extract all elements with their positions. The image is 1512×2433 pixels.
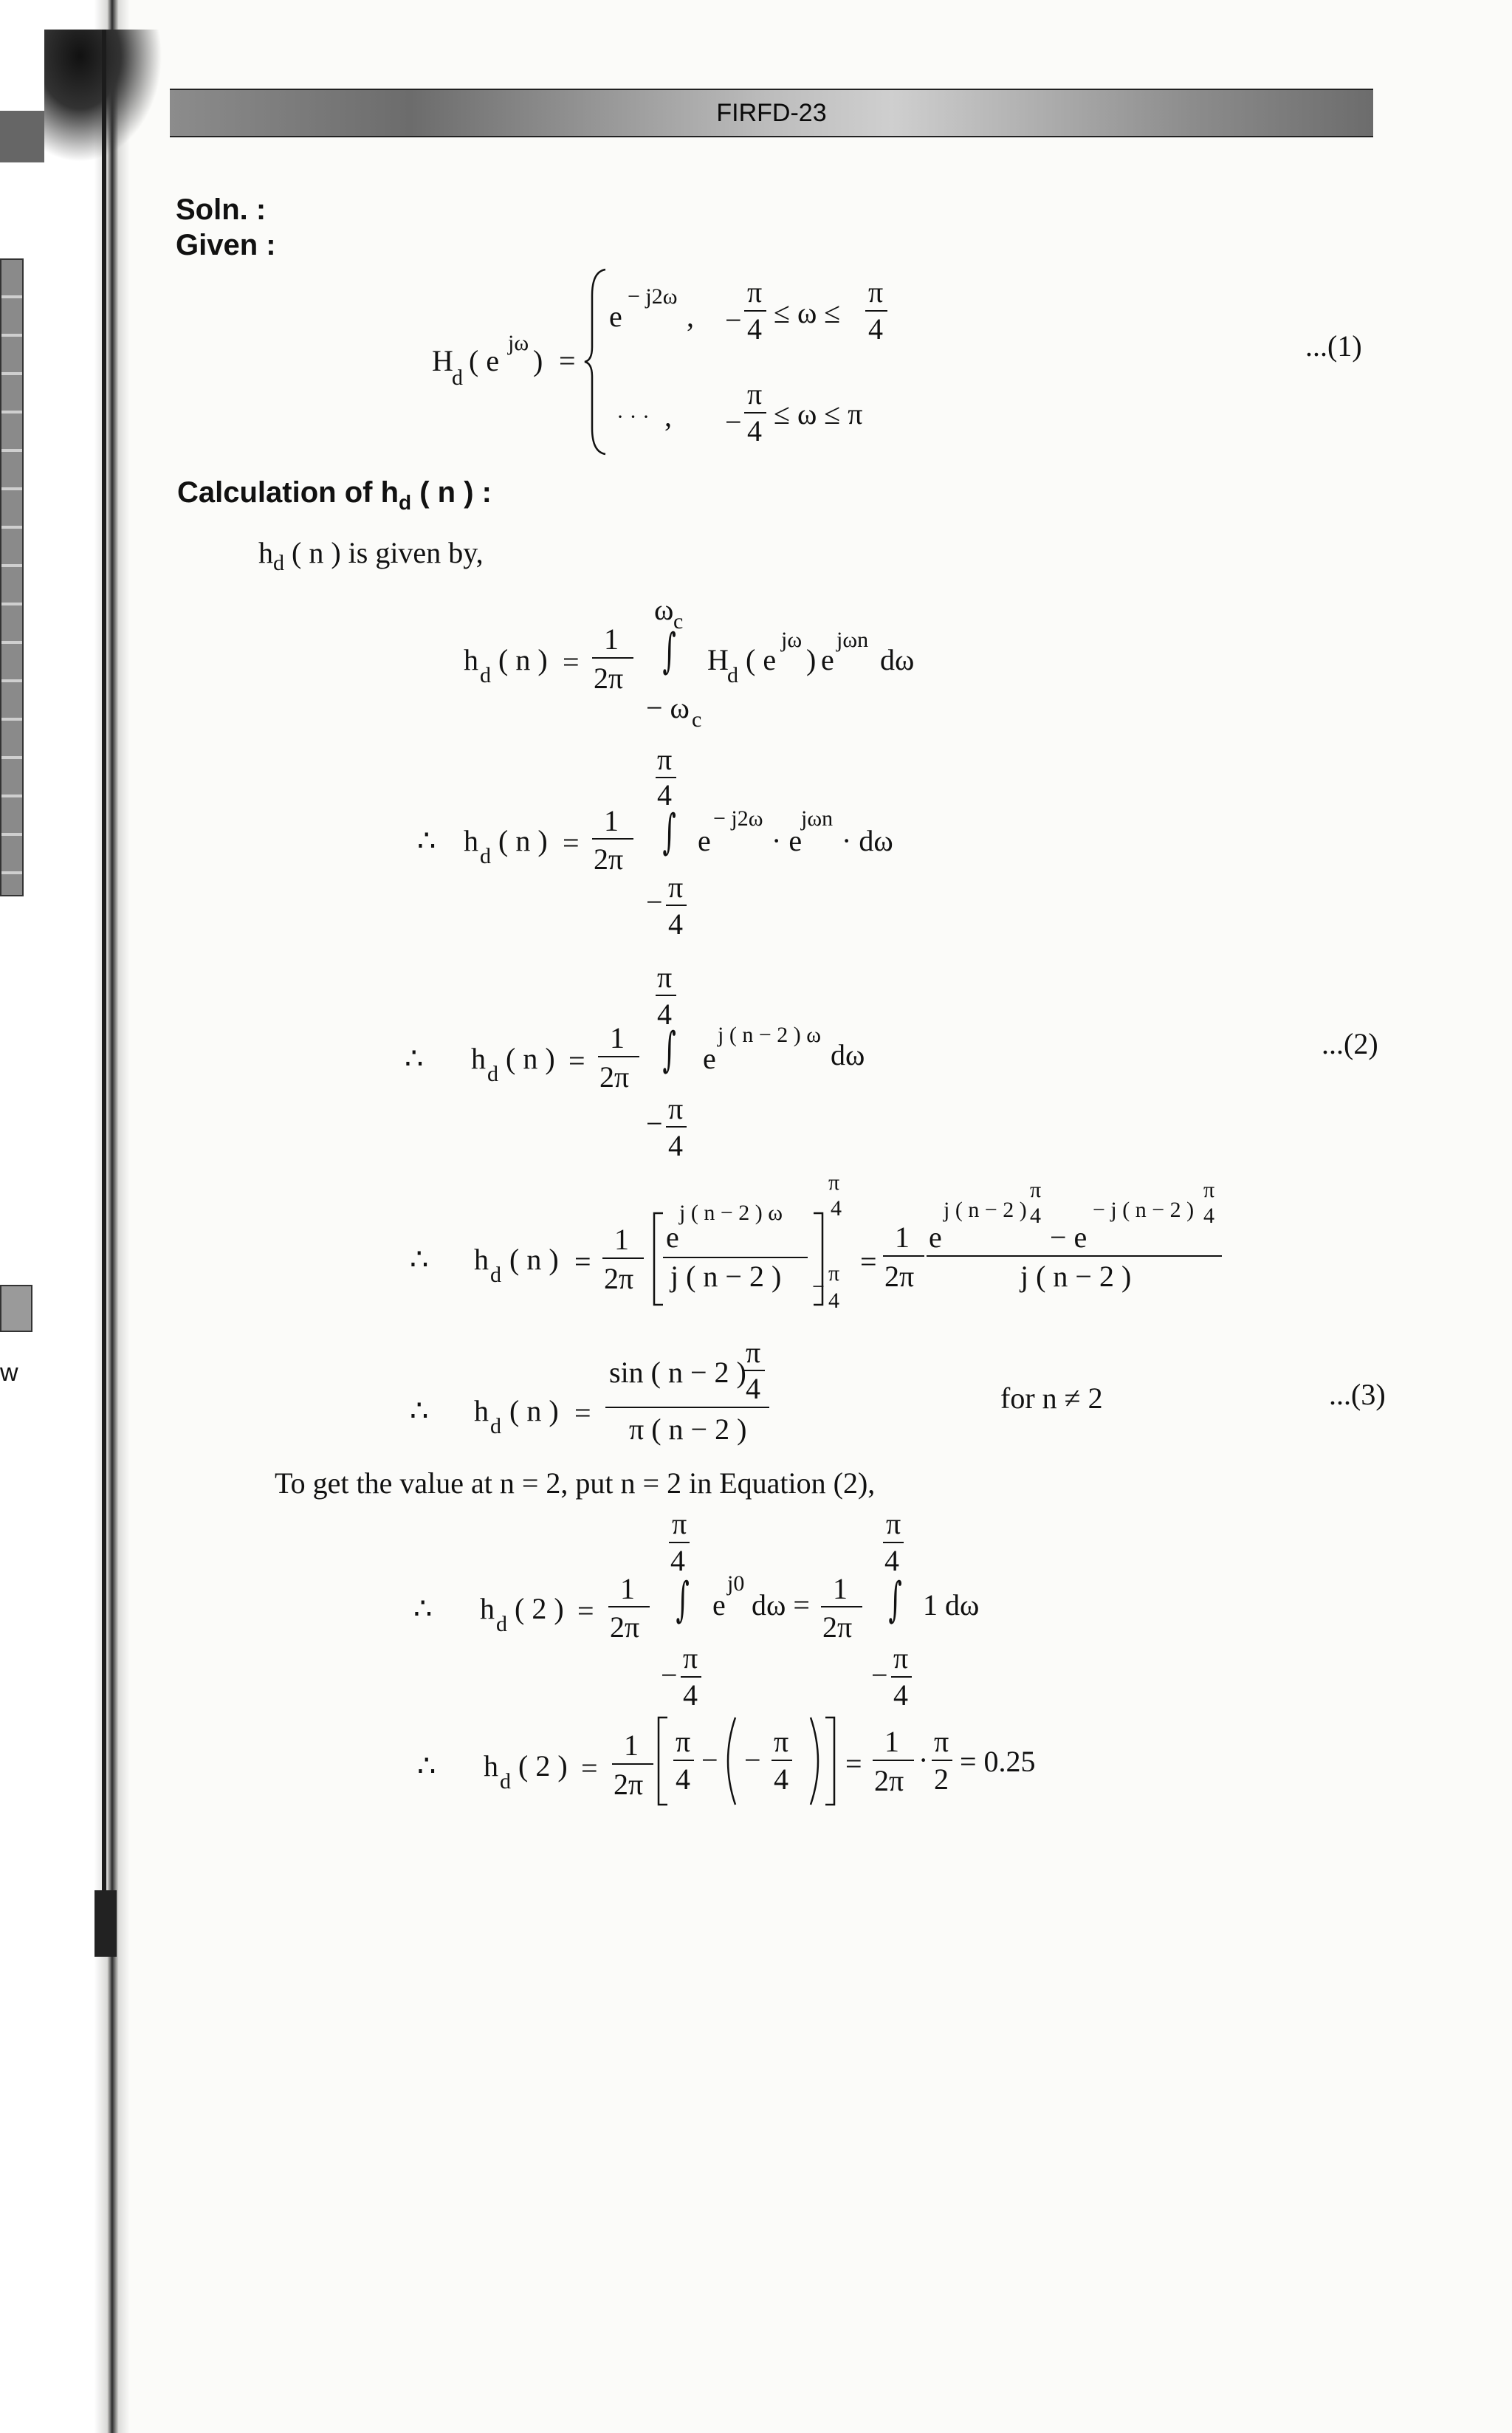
- eqD-upper-pi: π: [828, 1170, 840, 1195]
- eqA-upper-omega: ω: [654, 593, 674, 626]
- eqE-therefore: ∴: [410, 1394, 429, 1427]
- eqD-lower-minus: −: [812, 1274, 825, 1299]
- eqF-equals: =: [577, 1594, 594, 1627]
- equation-number-2: ...(2): [1322, 1027, 1378, 1060]
- eqC-upper-bar: [656, 995, 676, 996]
- section-heading-sub: d: [399, 491, 412, 514]
- eqG-therefore: ∴: [417, 1749, 436, 1782]
- eqD-inner-bar: [663, 1257, 808, 1258]
- eqF-lower-pi2: π: [893, 1641, 909, 1675]
- eqD-den: j ( n − 2 ): [670, 1260, 782, 1293]
- page-binding-shadow: [0, 0, 162, 2433]
- page-header-bar: [170, 89, 1373, 137]
- given-arg-close: ): [533, 344, 543, 377]
- eqB-lower-four: 4: [668, 907, 683, 941]
- eqC-therefore: ∴: [405, 1042, 424, 1075]
- eqB-exp1: − j2ω: [713, 806, 763, 831]
- case2-four-den: 4: [747, 414, 762, 447]
- eqC-one: 1: [610, 1021, 625, 1054]
- case2-pi-num: π: [747, 377, 763, 411]
- eqD-one: 1: [614, 1223, 629, 1256]
- binding-line: [102, 30, 106, 1949]
- eqD-e1: e: [929, 1221, 942, 1254]
- eqF-two-pi: 2π: [610, 1610, 640, 1644]
- case1-four-den2: 4: [868, 312, 883, 346]
- eqG-bar3: [932, 1760, 952, 1761]
- eqC-n: ( n ): [506, 1042, 555, 1075]
- eqA-two-pi: 2π: [594, 662, 624, 695]
- eqG-pi3: π: [934, 1725, 949, 1758]
- eqG-bar2: [772, 1760, 792, 1761]
- case1-pi-num: π: [747, 275, 763, 309]
- eqC-lower-pi: π: [668, 1092, 684, 1125]
- eqD-lower-four: 4: [828, 1288, 839, 1313]
- given-equals: =: [559, 344, 576, 377]
- eqF-upper-pi2: π: [886, 1507, 901, 1540]
- eqD-therefore: ∴: [410, 1243, 429, 1276]
- eqD-minus-e: − e: [1050, 1221, 1087, 1254]
- intro-h-sub: d: [273, 551, 284, 575]
- eqB-frac-bar: [592, 838, 633, 840]
- eqG-result: = 0.25: [960, 1745, 1036, 1778]
- given-arg-exp: jω: [508, 331, 529, 355]
- case1-e: e: [609, 300, 622, 333]
- eqD-h: h: [474, 1243, 489, 1276]
- eqF-integral2: ∫: [888, 1573, 902, 1627]
- eqC-equals: =: [568, 1044, 585, 1077]
- eqG-one2: 1: [884, 1725, 899, 1758]
- eqC-upper-four: 4: [657, 998, 672, 1031]
- eqD-num-exp: j ( n − 2 ) ω: [679, 1201, 783, 1225]
- eqC-h-sub: d: [487, 1062, 498, 1086]
- eqE-condition: for n ≠ 2: [1000, 1382, 1103, 1415]
- eqD-frac-bar2: [883, 1255, 924, 1257]
- eqG-arg: ( 2 ): [518, 1749, 568, 1782]
- eqD-exp2-four: 4: [1203, 1204, 1214, 1228]
- eqB-lower-bar: [666, 905, 687, 906]
- eqG-minus2: −: [744, 1743, 761, 1777]
- eqC-lower-four: 4: [668, 1129, 683, 1162]
- eqC-exp: j ( n − 2 ) ω: [718, 1023, 821, 1047]
- given-label: Given :: [176, 229, 276, 261]
- eqG-equals2: =: [845, 1747, 862, 1780]
- eqA-H: H: [707, 643, 729, 676]
- intro-text: ( n ) is given by,: [292, 536, 484, 569]
- eqD-h-sub: d: [490, 1263, 501, 1287]
- eqF-frac-bar2: [821, 1606, 862, 1607]
- eqE-n: ( n ): [509, 1394, 559, 1427]
- equation-number-1: ...(1): [1305, 329, 1362, 363]
- equation-number-3: ...(3): [1329, 1378, 1386, 1411]
- eqC-frac-bar: [598, 1056, 639, 1057]
- eqF-therefore: ∴: [413, 1592, 433, 1625]
- eqG-pi2: π: [774, 1725, 789, 1758]
- eqD-exp1: j ( n − 2 ): [944, 1198, 1027, 1222]
- eqA-n: ( n ): [498, 643, 548, 676]
- intro-h: h: [258, 536, 273, 569]
- eqA-lower-omega: − ω: [646, 691, 690, 724]
- eqF-upper-pi: π: [672, 1507, 687, 1540]
- eqG-dot: ·: [918, 1743, 929, 1777]
- eqA-arg-close: ): [806, 643, 817, 676]
- eqC-two-pi: 2π: [599, 1060, 630, 1094]
- eqG-minus1: −: [701, 1743, 718, 1777]
- previous-page-edge-table: [0, 258, 24, 896]
- case1-exp: − j2ω: [628, 284, 678, 309]
- section-heading-tail: ( n ) :: [419, 476, 492, 509]
- eqC-integral: ∫: [662, 1023, 676, 1077]
- eqG-four2: 4: [774, 1763, 788, 1796]
- eqA-one: 1: [604, 622, 619, 656]
- eqF-lower-pi: π: [683, 1641, 698, 1675]
- eqA-h-sub: d: [480, 663, 491, 687]
- eqE-sin-pi: π: [746, 1336, 761, 1369]
- eqF-upper-four2: 4: [884, 1544, 899, 1577]
- eqC-lower-bar: [666, 1126, 687, 1128]
- given-H-sub: d: [452, 366, 463, 390]
- instruction-text: To get the value at n = 2, put n = 2 in Equation (2),: [275, 1466, 876, 1500]
- eqE-equals: =: [574, 1396, 591, 1430]
- eqF-integral: ∫: [676, 1573, 690, 1627]
- previous-page-edge-box: [0, 1285, 32, 1332]
- solution-label: Soln. :: [176, 193, 267, 226]
- eqD-exp1-four: 4: [1030, 1204, 1041, 1228]
- eqE-sin-four: 4: [746, 1372, 760, 1405]
- eqB-upper-pi: π: [657, 743, 673, 776]
- eqF-frac-bar: [608, 1606, 650, 1607]
- given-H: H: [432, 344, 453, 377]
- eqB-therefore: ∴: [417, 824, 436, 857]
- case1-comma: ,: [687, 300, 694, 333]
- eqF-e: e: [712, 1588, 726, 1622]
- eqB-exp2: jωn: [801, 806, 834, 831]
- eqD-big-den: j ( n − 2 ): [1020, 1260, 1132, 1293]
- page-header-title: FIRFD-23: [716, 99, 827, 127]
- eqA-exp: jωn: [836, 628, 869, 652]
- previous-page-edge-tab: [0, 111, 44, 162]
- eqG-frac-bar2: [873, 1760, 914, 1761]
- previous-page-letter: w: [0, 1359, 18, 1387]
- eqF-lower-minus2: −: [871, 1658, 888, 1692]
- case2-condition: ≤ ω ≤ π: [774, 397, 863, 430]
- case2-minus: −: [725, 405, 742, 439]
- eqD-num-e: e: [666, 1221, 679, 1254]
- eqF-h: h: [480, 1592, 495, 1625]
- eqF-lower-minus: −: [661, 1658, 678, 1692]
- eqB-lower-minus: −: [646, 885, 663, 919]
- eqG-h-sub: d: [500, 1769, 511, 1794]
- eqB-dw: · dω: [842, 824, 893, 857]
- eqB-h-sub: d: [480, 844, 491, 868]
- eqG-two-pi: 2π: [614, 1768, 644, 1801]
- eqG-two: 2: [934, 1763, 949, 1796]
- eqA-arg-open: ( e: [746, 643, 777, 676]
- eqG-two-pi2: 2π: [874, 1764, 904, 1797]
- eqF-one-dw: 1 dω: [923, 1588, 980, 1622]
- eqD-frac-bar: [602, 1257, 644, 1259]
- eqE-sin: sin ( n − 2 ): [609, 1356, 746, 1389]
- eqA-h: h: [464, 643, 478, 676]
- cases-brace: [583, 266, 613, 458]
- eqD-equals2: =: [860, 1245, 877, 1278]
- case1-pi-num2: π: [868, 275, 884, 309]
- eqF-lower-four: 4: [683, 1678, 698, 1712]
- eqA-arg-exp: jω: [781, 628, 803, 652]
- eqD-exp2: − j ( n − 2 ): [1093, 1198, 1195, 1222]
- eqA-integral: ∫: [662, 624, 676, 679]
- eqE-h: h: [474, 1394, 489, 1427]
- eqB-integral: ∫: [662, 805, 676, 859]
- eqG-h: h: [484, 1749, 498, 1782]
- eqC-upper-pi: π: [657, 961, 673, 994]
- eqB-two-pi: 2π: [594, 843, 624, 876]
- eqD-big-bar: [927, 1255, 1222, 1257]
- eqB-n: ( n ): [498, 824, 548, 857]
- case1-condition: ≤ ω ≤: [774, 296, 841, 329]
- eqA-upper-c: c: [673, 609, 684, 634]
- eqC-e: e: [703, 1042, 716, 1075]
- eqG-four1: 4: [676, 1763, 690, 1796]
- eqC-dw: dω: [831, 1038, 865, 1071]
- eqF-two-pi2: 2π: [822, 1610, 853, 1644]
- eqA-dw: dω: [880, 643, 915, 676]
- case1-minus: −: [725, 303, 742, 337]
- eqD-upper-four: 4: [831, 1196, 842, 1221]
- case1-four-den: 4: [747, 312, 762, 346]
- eqA-frac-bar: [592, 657, 633, 659]
- eqE-frac-bar: [605, 1407, 769, 1408]
- eqD-one2: 1: [895, 1221, 910, 1254]
- eqG-equals: =: [581, 1751, 598, 1785]
- eqB-one: 1: [604, 804, 619, 837]
- eqF-one2: 1: [833, 1572, 848, 1605]
- eqD-equals: =: [574, 1245, 591, 1278]
- eqA-H-sub: d: [727, 663, 738, 687]
- section-heading-text: Calculation of h: [177, 476, 399, 509]
- eqB-upper-four: 4: [657, 778, 672, 811]
- eqF-dw: dω =: [752, 1588, 810, 1622]
- binding-shadow-bottom: [94, 1890, 117, 1957]
- eqE-h-sub: d: [490, 1414, 501, 1438]
- eqA-equals: =: [563, 645, 580, 679]
- eqD-exp2-pi: π: [1203, 1178, 1215, 1202]
- eqC-lower-minus: −: [646, 1107, 663, 1140]
- eqF-arg: ( 2 ): [515, 1592, 564, 1625]
- case2-comma: ,: [664, 399, 672, 433]
- eqB-dot-e: · e: [772, 824, 803, 857]
- eqD-n: ( n ): [509, 1243, 559, 1276]
- eqC-h: h: [471, 1042, 486, 1075]
- given-arg-open: ( e: [469, 344, 500, 377]
- eqF-lower-four2: 4: [893, 1678, 908, 1712]
- eqB-equals: =: [563, 826, 580, 859]
- eqG-pi1: π: [676, 1725, 691, 1758]
- section-heading: [177, 476, 492, 514]
- eqG-frac-bar: [612, 1763, 653, 1765]
- eqD-two-pi2: 2π: [884, 1260, 915, 1293]
- eqG-bar1: [673, 1760, 694, 1761]
- eqB-h: h: [464, 824, 478, 857]
- eqF-h-sub: d: [496, 1612, 507, 1636]
- eqF-one: 1: [620, 1572, 635, 1605]
- eqD-exp1-pi: π: [1030, 1178, 1042, 1202]
- eqB-e: e: [698, 824, 711, 857]
- intro-line: [258, 535, 484, 575]
- eqD-lower-pi: π: [828, 1261, 840, 1286]
- eqF-exp: j0: [727, 1571, 745, 1596]
- eqD-two-pi: 2π: [604, 1262, 634, 1295]
- eqE-den: π ( n − 2 ): [629, 1413, 747, 1446]
- eqF-upper-four: 4: [670, 1544, 685, 1577]
- eqB-lower-pi: π: [668, 871, 684, 904]
- case2-dots: · · ·: [616, 405, 650, 429]
- eqA-e: e: [821, 643, 834, 676]
- eqA-lower-c: c: [692, 707, 702, 732]
- eqG-one: 1: [624, 1729, 639, 1762]
